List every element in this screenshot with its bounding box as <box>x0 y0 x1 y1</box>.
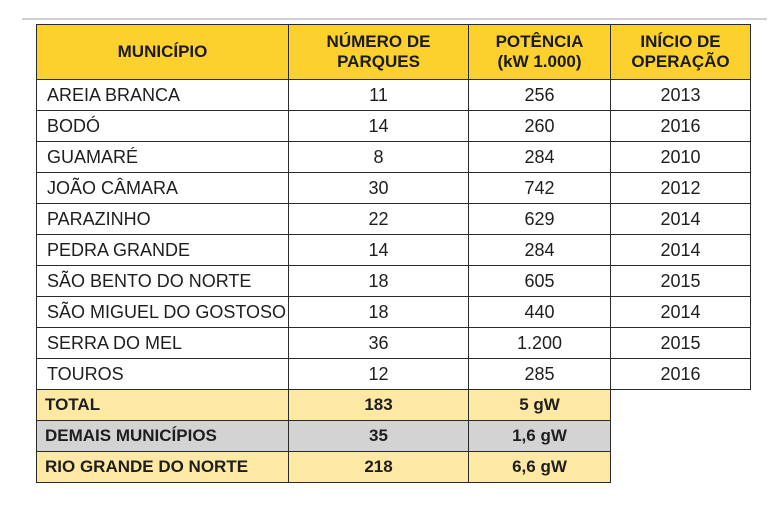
empty-cell <box>611 452 751 483</box>
cell-parques: 30 <box>289 173 469 204</box>
empty-cell <box>611 421 751 452</box>
header-potencia-line1: POTÊNCIA <box>495 32 584 51</box>
header-numero-line2: PARQUES <box>337 52 420 71</box>
cell-inicio: 2014 <box>611 297 751 328</box>
cell-inicio: 2013 <box>611 80 751 111</box>
cell-municipio: GUAMARÉ <box>37 142 289 173</box>
cell-parques: 18 <box>289 297 469 328</box>
cell-potencia: 742 <box>469 173 611 204</box>
header-inicio-line2: OPERAÇÃO <box>631 52 730 71</box>
empty-cell <box>611 390 751 421</box>
demais-potencia: 1,6 gW <box>469 421 611 452</box>
estado-label: RIO GRANDE DO NORTE <box>37 452 289 483</box>
cell-parques: 14 <box>289 111 469 142</box>
table-row <box>37 359 751 390</box>
header-potencia-line2: (kW 1.000) <box>497 52 582 71</box>
cell-potencia: 629 <box>469 204 611 235</box>
cell-parques: 14 <box>289 235 469 266</box>
cell-potencia: 1.200 <box>469 328 611 359</box>
cell-potencia: 256 <box>469 80 611 111</box>
cell-parques: 22 <box>289 204 469 235</box>
demais-municipios-row <box>37 421 751 452</box>
cell-parques: 12 <box>289 359 469 390</box>
cell-municipio: PARAZINHO <box>37 204 289 235</box>
cell-inicio: 2014 <box>611 204 751 235</box>
cell-municipio: AREIA BRANCA <box>37 80 289 111</box>
total-potencia: 5 gW <box>469 390 611 421</box>
cell-municipio: TOUROS <box>37 359 289 390</box>
header-numero-line1: NÚMERO DE <box>326 32 431 51</box>
cell-inicio: 2016 <box>611 111 751 142</box>
estado-potencia: 6,6 gW <box>469 452 611 483</box>
table-row <box>37 111 751 142</box>
cell-parques: 18 <box>289 266 469 297</box>
cell-parques: 36 <box>289 328 469 359</box>
cell-inicio: 2010 <box>611 142 751 173</box>
demais-label: DEMAIS MUNICÍPIOS <box>37 421 289 452</box>
table-header-row <box>37 25 751 80</box>
cell-inicio: 2014 <box>611 235 751 266</box>
top-divider <box>22 18 767 20</box>
rio-grande-do-norte-row <box>37 452 751 483</box>
table-row <box>37 235 751 266</box>
cell-potencia: 260 <box>469 111 611 142</box>
cell-potencia: 284 <box>469 142 611 173</box>
cell-inicio: 2015 <box>611 328 751 359</box>
table-row <box>37 266 751 297</box>
table-row <box>37 80 751 111</box>
header-inicio-line1: INÍCIO DE <box>640 32 721 51</box>
wind-parks-table <box>36 24 751 483</box>
header-numero-parques <box>289 25 469 80</box>
header-municipio <box>37 25 289 80</box>
total-row <box>37 390 751 421</box>
cell-parques: 11 <box>289 80 469 111</box>
total-label: TOTAL <box>37 390 289 421</box>
table-row <box>37 297 751 328</box>
table-row <box>37 173 751 204</box>
estado-parques: 218 <box>289 452 469 483</box>
table-row <box>37 328 751 359</box>
header-municipio-label: MUNICÍPIO <box>117 42 208 61</box>
cell-municipio: SERRA DO MEL <box>37 328 289 359</box>
table-row <box>37 142 751 173</box>
cell-municipio: SÃO BENTO DO NORTE <box>37 266 289 297</box>
header-potencia <box>469 25 611 80</box>
cell-potencia: 284 <box>469 235 611 266</box>
cell-potencia: 605 <box>469 266 611 297</box>
table-row <box>37 204 751 235</box>
cell-potencia: 440 <box>469 297 611 328</box>
cell-parques: 8 <box>289 142 469 173</box>
cell-municipio: JOÃO CÂMARA <box>37 173 289 204</box>
header-inicio-operacao <box>611 25 751 80</box>
cell-inicio: 2012 <box>611 173 751 204</box>
demais-parques: 35 <box>289 421 469 452</box>
cell-inicio: 2015 <box>611 266 751 297</box>
cell-potencia: 285 <box>469 359 611 390</box>
total-parques: 183 <box>289 390 469 421</box>
cell-inicio: 2016 <box>611 359 751 390</box>
cell-municipio: PEDRA GRANDE <box>37 235 289 266</box>
cell-municipio: SÃO MIGUEL DO GOSTOSO <box>37 297 289 328</box>
cell-municipio: BODÓ <box>37 111 289 142</box>
